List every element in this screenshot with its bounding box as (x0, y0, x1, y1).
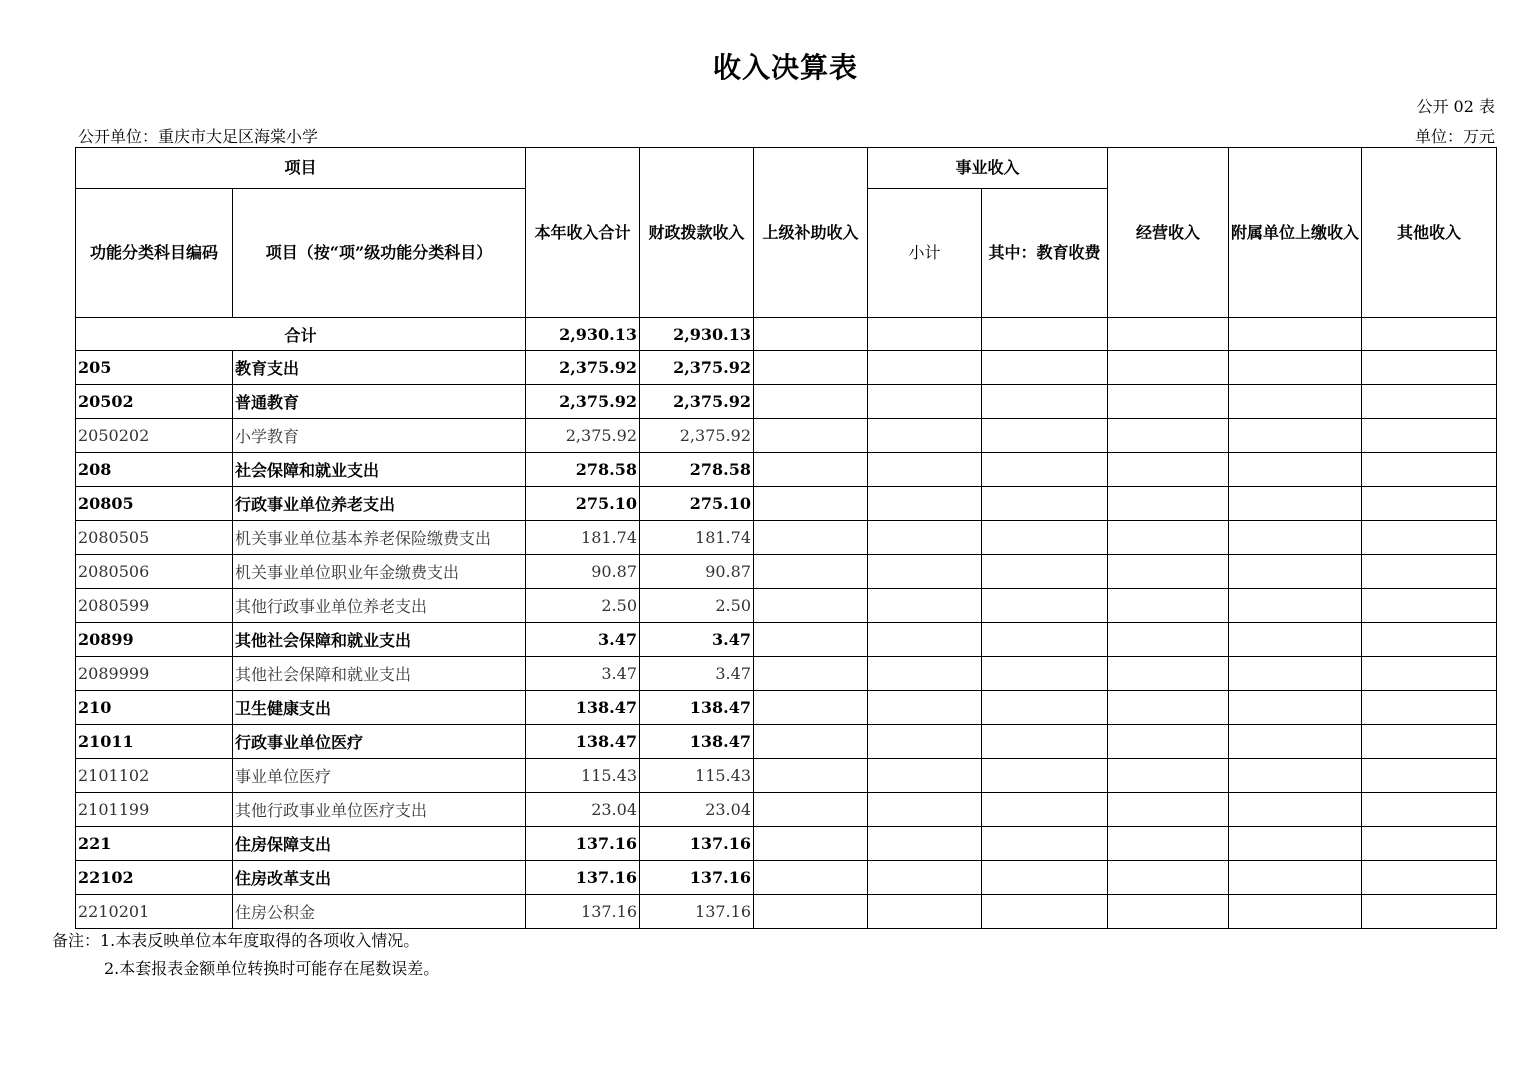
empty-cell (1362, 623, 1497, 657)
empty-cell (868, 419, 982, 453)
empty-cell (1108, 487, 1229, 521)
fiscal-income-cell: 137.16 (640, 895, 754, 929)
empty-cell (868, 351, 982, 385)
empty-cell (982, 589, 1108, 623)
note-line-2: 2.本套报表金额单位转换时可能存在尾数误差。 (104, 959, 440, 978)
fiscal-income-cell: 278.58 (640, 453, 754, 487)
fiscal-income-cell: 2.50 (640, 589, 754, 623)
empty-cell (1108, 453, 1229, 487)
total-income-cell: 2,375.92 (526, 419, 640, 453)
currency-unit: 单位：万元 (1414, 127, 1495, 146)
empty-cell (1108, 555, 1229, 589)
empty-cell (1229, 453, 1362, 487)
empty-cell (1229, 555, 1362, 589)
empty-cell (982, 895, 1108, 929)
empty-cell (1229, 657, 1362, 691)
empty-cell (1108, 691, 1229, 725)
fiscal-income-cell: 2,375.92 (640, 385, 754, 419)
empty-cell (982, 657, 1108, 691)
empty-cell (1108, 827, 1229, 861)
empty-cell (754, 521, 868, 555)
total-income-cell: 275.10 (526, 487, 640, 521)
empty-cell (982, 623, 1108, 657)
empty-cell (1362, 827, 1497, 861)
header-fiscal-income: 财政拨款收入 (640, 148, 754, 318)
empty-cell (1362, 657, 1497, 691)
empty-cell (754, 793, 868, 827)
table-row (76, 385, 1497, 419)
empty-cell (1229, 895, 1362, 929)
empty-cell (1108, 521, 1229, 555)
table-row (76, 827, 1497, 861)
item-name-cell: 其他社会保障和就业支出 (233, 657, 526, 691)
header-project: 项目 (76, 148, 526, 189)
empty-cell (1362, 555, 1497, 589)
header-education-fee: 其中：教育收费 (982, 189, 1108, 318)
table-row (76, 657, 1497, 691)
code-cell: 22102 (76, 861, 233, 895)
total-income-cell: 3.47 (526, 623, 640, 657)
empty-cell (982, 725, 1108, 759)
empty-cell (1108, 351, 1229, 385)
empty-cell (982, 555, 1108, 589)
income-table (75, 147, 1497, 929)
code-cell: 2080599 (76, 589, 233, 623)
fiscal-income-cell: 181.74 (640, 521, 754, 555)
empty-cell (754, 419, 868, 453)
fiscal-income-cell: 3.47 (640, 623, 754, 657)
header-affiliated-income: 附属单位上缴收入 (1229, 148, 1362, 318)
fiscal-income-cell: 138.47 (640, 725, 754, 759)
total-income-cell: 278.58 (526, 453, 640, 487)
empty-cell (868, 691, 982, 725)
total-income-cell: 138.47 (526, 725, 640, 759)
empty-cell (868, 895, 982, 929)
empty-cell (1229, 759, 1362, 793)
code-cell: 21011 (76, 725, 233, 759)
code-cell: 20805 (76, 487, 233, 521)
notes (52, 927, 439, 983)
total-income-cell: 2.50 (526, 589, 640, 623)
empty-cell (982, 385, 1108, 419)
header-subtotal: 小计 (868, 189, 982, 318)
empty-cell (754, 759, 868, 793)
empty-cell (982, 827, 1108, 861)
empty-cell (1229, 487, 1362, 521)
code-cell: 20502 (76, 385, 233, 419)
empty-cell (868, 521, 982, 555)
table-row (76, 555, 1497, 589)
code-cell: 2101102 (76, 759, 233, 793)
total-income-cell: 181.74 (526, 521, 640, 555)
table-row (76, 453, 1497, 487)
code-cell: 2210201 (76, 895, 233, 929)
item-name-cell: 行政事业单位养老支出 (233, 487, 526, 521)
empty-cell (1362, 589, 1497, 623)
total-income-cell: 90.87 (526, 555, 640, 589)
total-fiscal-value: 2,930.13 (640, 318, 754, 351)
empty-cell (1362, 419, 1497, 453)
empty-cell (1362, 895, 1497, 929)
item-name-cell: 其他社会保障和就业支出 (233, 623, 526, 657)
empty-cell (1229, 691, 1362, 725)
empty-cell (1229, 827, 1362, 861)
empty-cell (868, 453, 982, 487)
fiscal-income-cell: 137.16 (640, 827, 754, 861)
empty-cell (1108, 657, 1229, 691)
table-header (76, 148, 1497, 318)
empty-cell (1229, 351, 1362, 385)
empty-cell (982, 793, 1108, 827)
table-number: 公开 02 表 (1416, 97, 1495, 116)
total-income-value: 2,930.13 (526, 318, 640, 351)
fiscal-income-cell: 275.10 (640, 487, 754, 521)
header-business-income: 事业收入 (868, 148, 1108, 189)
empty-cell (1108, 759, 1229, 793)
empty-cell (754, 895, 868, 929)
empty-cell (1362, 318, 1497, 351)
empty-cell (1362, 385, 1497, 419)
code-cell: 205 (76, 351, 233, 385)
table-row (76, 895, 1497, 929)
empty-cell (982, 453, 1108, 487)
empty-cell (982, 487, 1108, 521)
item-name-cell: 普通教育 (233, 385, 526, 419)
reporting-unit: 公开单位：重庆市大足区海棠小学 (78, 127, 319, 146)
header-superior-subsidy: 上级补助收入 (754, 148, 868, 318)
item-name-cell: 行政事业单位医疗 (233, 725, 526, 759)
item-name-cell: 住房改革支出 (233, 861, 526, 895)
empty-cell (1108, 589, 1229, 623)
empty-cell (754, 589, 868, 623)
table-row (76, 487, 1497, 521)
empty-cell (1229, 419, 1362, 453)
empty-cell (1229, 623, 1362, 657)
total-income-cell: 2,375.92 (526, 351, 640, 385)
table-row (76, 793, 1497, 827)
code-cell: 221 (76, 827, 233, 861)
empty-cell (1108, 793, 1229, 827)
empty-cell (868, 827, 982, 861)
empty-cell (982, 351, 1108, 385)
empty-cell (754, 861, 868, 895)
empty-cell (1229, 385, 1362, 419)
item-name-cell: 卫生健康支出 (233, 691, 526, 725)
empty-cell (1362, 725, 1497, 759)
empty-cell (1108, 895, 1229, 929)
empty-cell (754, 318, 868, 351)
code-cell: 2101199 (76, 793, 233, 827)
table-row (76, 861, 1497, 895)
note-line-1: 备注：1.本表反映单位本年度取得的各项收入情况。 (52, 931, 420, 950)
table-row (76, 521, 1497, 555)
empty-cell (868, 623, 982, 657)
empty-cell (868, 759, 982, 793)
empty-cell (982, 759, 1108, 793)
empty-cell (868, 555, 982, 589)
empty-cell (754, 691, 868, 725)
empty-cell (754, 827, 868, 861)
empty-cell (754, 487, 868, 521)
empty-cell (1362, 759, 1497, 793)
empty-cell (1362, 487, 1497, 521)
table-row (76, 759, 1497, 793)
fiscal-income-cell: 138.47 (640, 691, 754, 725)
empty-cell (982, 318, 1108, 351)
table-row (76, 351, 1497, 385)
empty-cell (754, 555, 868, 589)
empty-cell (982, 861, 1108, 895)
empty-cell (1229, 861, 1362, 895)
item-name-cell: 小学教育 (233, 419, 526, 453)
empty-cell (754, 657, 868, 691)
item-name-cell: 住房公积金 (233, 895, 526, 929)
code-cell: 2080506 (76, 555, 233, 589)
empty-cell (1362, 793, 1497, 827)
table-row (76, 419, 1497, 453)
empty-cell (982, 691, 1108, 725)
fiscal-income-cell: 23.04 (640, 793, 754, 827)
empty-cell (754, 351, 868, 385)
code-cell: 210 (76, 691, 233, 725)
empty-cell (868, 318, 982, 351)
empty-cell (1108, 725, 1229, 759)
empty-cell (1108, 385, 1229, 419)
empty-cell (868, 861, 982, 895)
fiscal-income-cell: 3.47 (640, 657, 754, 691)
header-code: 功能分类科目编码 (76, 189, 233, 318)
code-cell: 20899 (76, 623, 233, 657)
empty-cell (1108, 861, 1229, 895)
total-income-cell: 2,375.92 (526, 385, 640, 419)
empty-cell (1362, 453, 1497, 487)
empty-cell (1108, 623, 1229, 657)
total-income-cell: 115.43 (526, 759, 640, 793)
total-income-cell: 137.16 (526, 895, 640, 929)
code-cell: 2089999 (76, 657, 233, 691)
empty-cell (868, 589, 982, 623)
total-row (76, 318, 1497, 351)
empty-cell (754, 725, 868, 759)
empty-cell (1229, 521, 1362, 555)
table-body (76, 318, 1497, 929)
header-total-income: 本年收入合计 (526, 148, 640, 318)
fiscal-income-cell: 2,375.92 (640, 419, 754, 453)
code-cell: 2050202 (76, 419, 233, 453)
empty-cell (868, 385, 982, 419)
fiscal-income-cell: 137.16 (640, 861, 754, 895)
table-row (76, 623, 1497, 657)
table-row (76, 691, 1497, 725)
empty-cell (1362, 691, 1497, 725)
empty-cell (754, 453, 868, 487)
empty-cell (754, 385, 868, 419)
empty-cell (1108, 318, 1229, 351)
header-other-income: 其他收入 (1362, 148, 1497, 318)
empty-cell (1362, 861, 1497, 895)
empty-cell (982, 419, 1108, 453)
empty-cell (982, 521, 1108, 555)
header-operating-income: 经营收入 (1108, 148, 1229, 318)
fiscal-income-cell: 2,375.92 (640, 351, 754, 385)
total-income-cell: 137.16 (526, 827, 640, 861)
item-name-cell: 住房保障支出 (233, 827, 526, 861)
empty-cell (1229, 793, 1362, 827)
fiscal-income-cell: 90.87 (640, 555, 754, 589)
empty-cell (868, 657, 982, 691)
code-cell: 2080505 (76, 521, 233, 555)
fiscal-income-cell: 115.43 (640, 759, 754, 793)
empty-cell (868, 725, 982, 759)
empty-cell (1362, 351, 1497, 385)
header-item: 项目（按“项”级功能分类科目） (233, 189, 526, 318)
item-name-cell: 事业单位医疗 (233, 759, 526, 793)
total-income-cell: 3.47 (526, 657, 640, 691)
total-income-cell: 138.47 (526, 691, 640, 725)
empty-cell (1229, 589, 1362, 623)
page-title: 收入决算表 (712, 51, 858, 84)
empty-cell (754, 623, 868, 657)
item-name-cell: 其他行政事业单位养老支出 (233, 589, 526, 623)
item-name-cell: 教育支出 (233, 351, 526, 385)
total-income-cell: 137.16 (526, 861, 640, 895)
empty-cell (1108, 419, 1229, 453)
empty-cell (1229, 725, 1362, 759)
table-row (76, 589, 1497, 623)
total-label: 合计 (76, 318, 526, 351)
table-row (76, 725, 1497, 759)
empty-cell (1362, 521, 1497, 555)
item-name-cell: 社会保障和就业支出 (233, 453, 526, 487)
item-name-cell: 机关事业单位职业年金缴费支出 (233, 555, 526, 589)
item-name-cell: 其他行政事业单位医疗支出 (233, 793, 526, 827)
empty-cell (868, 487, 982, 521)
code-cell: 208 (76, 453, 233, 487)
item-name-cell: 机关事业单位基本养老保险缴费支出 (233, 521, 526, 555)
empty-cell (868, 793, 982, 827)
total-income-cell: 23.04 (526, 793, 640, 827)
empty-cell (1229, 318, 1362, 351)
